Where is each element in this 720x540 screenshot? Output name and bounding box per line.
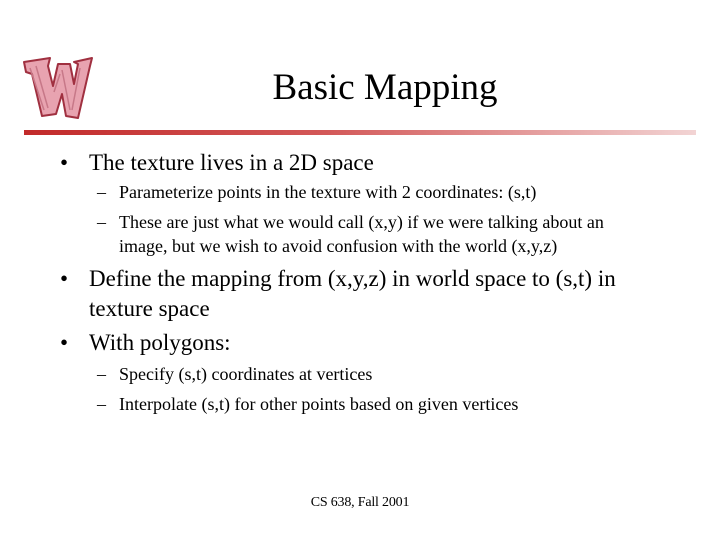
bullet-text: With polygons:	[89, 330, 231, 355]
bullet-marker: •	[60, 330, 69, 355]
bullet-marker: •	[60, 150, 69, 175]
slide-title: Basic Mapping	[272, 67, 498, 108]
bullet-text: Define the mapping from (x,y,z) in world space to (s,t) in	[89, 266, 616, 291]
dash-marker: –	[97, 394, 106, 414]
dash-marker: –	[97, 364, 106, 384]
sub-bullet-text: Specify (s,t) coordinates at vertices	[119, 364, 373, 384]
slide-footer: CS 638, Fall 2001	[310, 495, 410, 510]
w-logo-icon	[20, 52, 96, 124]
title-rule-bar	[24, 130, 696, 135]
sub-bullet-text: Interpolate (s,t) for other points based on given vertices	[119, 394, 519, 414]
title-rule	[24, 130, 696, 135]
bullet-marker: •	[60, 266, 69, 291]
bullet-text: texture space	[89, 296, 210, 321]
w-logo-shape	[24, 58, 92, 118]
sub-bullet-text: Parameterize points in the texture with 2 coordinates: (s,t)	[119, 182, 537, 202]
bullet-text: The texture lives in a 2D space	[89, 150, 374, 175]
sub-bullet-text: These are just what we would call (x,y) if we were talking about an	[119, 212, 604, 232]
dash-marker: –	[97, 212, 106, 232]
dash-marker: –	[97, 182, 106, 202]
sub-bullet-text: image, but we wish to avoid confusion with the world (x,y,z)	[119, 236, 558, 256]
